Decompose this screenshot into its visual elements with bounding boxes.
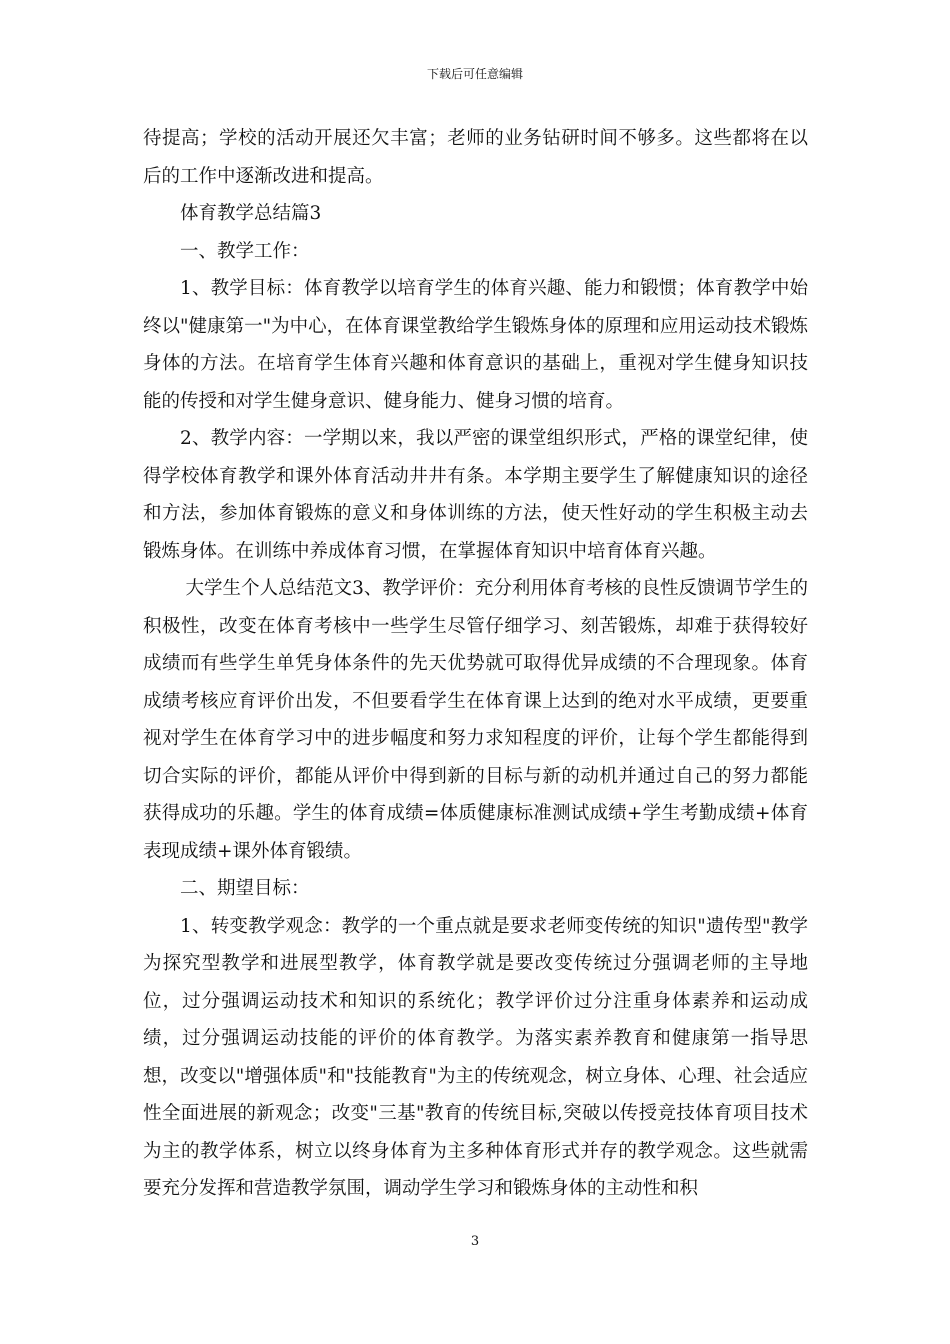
paragraph-teaching-content: 2、教学内容：一学期以来，我以严密的课堂组织形式，严格的课堂纪律，使得学校体育教学和课外体育活动井井有条。本学期主要学生了解健康知识的途径和方法，参加体育锻炼的意义和身体训练的方法，使天性好动的学生积极主动去锻炼身体。在训练中养成体育习惯，在掌握体育知识中培育体育兴趣。 — [143, 428, 808, 562]
paragraph-teaching-goal: 1、教学目标：体育教学以培育学生的体育兴趣、能力和锻惯；体育教学中始终以"健康第一"为中心，在体育课堂教给学生锻炼身体的原理和应用运动技术锻炼身体的方法。在培育学生体育兴趣和体育意识的基础上，重视对学生健身知识技能的传授和对学生健身意识、健身能力、健身习惯的培育。 — [143, 278, 808, 412]
heading-teaching-work: 一、教学工作： — [180, 240, 310, 262]
page-number: 3 — [470, 1234, 480, 1249]
document-body — [143, 120, 808, 1208]
paragraph-teaching-evaluation: 大学生个人总结范文3、教学评价：充分利用体育考核的良性反馈调节学生的积极性，改变在体育考核中一些学生尽管仔细学习、刻苦锻炼，却难于获得较好成绩而有些学生单凭身体条件的先天优势就可取得优异成绩的不合理现象。体育成绩考核应育评价出发，不但要看学生在体育课上达到的绝对水平成绩，更要重视对学生在体育学习中的进步幅度和努力求知程度的评价，让每个学生都能得到切合实际的评价，都能从评价中得到新的目标与新的动机并通过自己的努力都能获得成功的乐趣。学生的体育成绩=体质健康标准测试成绩+学生考勤成绩+体育表现成绩+课外体育锻绩。 — [143, 578, 808, 862]
section-title: 体育教学总结篇3 — [180, 203, 322, 224]
page-header: 下载后可任意编辑 — [426, 67, 523, 81]
paragraph-continuation: 待提高；学校的活动开展还欠丰富；老师的业务钻研时间不够多。这些都将在以后的工作中逐渐改进和提高。 — [143, 128, 808, 187]
heading-expected-goals: 二、期望目标： — [180, 878, 310, 899]
paragraph-change-concept: 1、转变教学观念：教学的一个重点就是要求老师变传统的知识"遗传型"教学为探究型教学和进展型教学，体育教学就是要改变传统过分强调老师的主导地位，过分强调运动技术和知识的系统化；教学评价过分注重身体素养和运动成绩，过分强调运动技能的评价的体育教学。为落实素养教育和健康第一指导思想，改变以"增强体质"和"技能教育"为主的传统观念，树立身体、心理、社会适应性全面进展的新观念；改变"三基"教育的传统目标,突破以传授竞技体育项目技术为主的教学体系，树立以终身体育为主多种体育形式并存的教学观念。这些就需要充分发挥和营造教学氛围，调动学生学习和锻炼身体的主动性和积 — [143, 915, 808, 1199]
